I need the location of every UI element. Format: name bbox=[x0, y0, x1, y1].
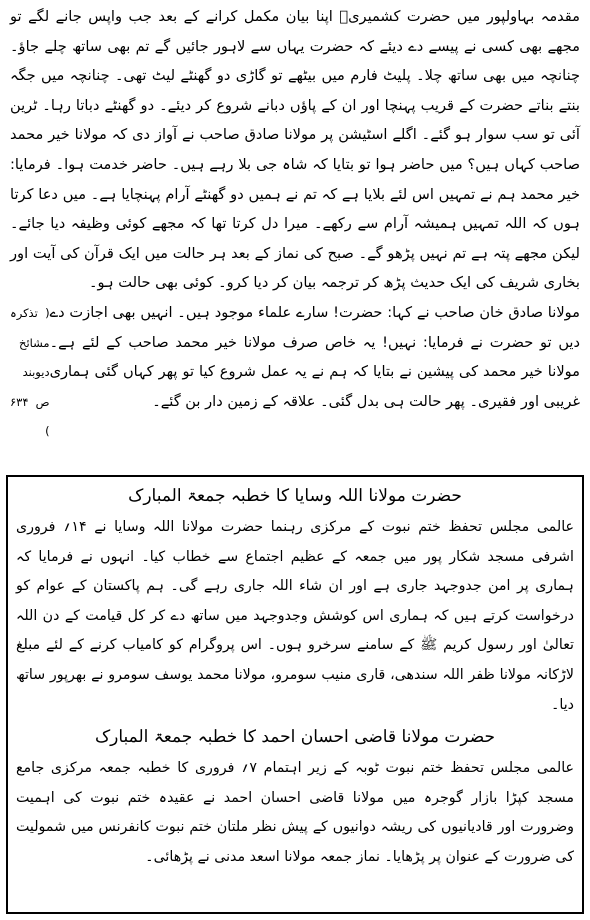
narrative-paragraph-2-with-citation bbox=[10, 298, 580, 447]
narrative-paragraph-2: مولانا صادق خان صاحب نے کہا: حضرت! سارے علماء موجود ہیں۔ انہیں بھی اجازت دے دیں تو حضرت نے فرمایا: نہیں! یہ خاص صرف مولانا خیر محمد صاحب کے لئے ہے۔ مولانا خیر محمد کی پیشین نے بتایا کہ ہم نے یہ عمل شروع کیا تو پھر کہاں گئی ہماری غریبی اور فقیری۔ پھر حالت ہی بدل گئی۔ علاقہ کے زمین دار بن گئے۔ bbox=[49, 303, 580, 410]
news-heading-1: حضرت مولانا اللہ وسایا کا خطبہ جمعۃ المبارک bbox=[128, 486, 462, 506]
narrative-paragraph-1: مقدمہ بہاولپور میں حضرت کشمیریؒ اپنا بیان مکمل کرانے کے بعد جب واپس جانے لگے تو مجھے بھی کسی نے پیسے دے دیئے کہ حضرت یہاں سے لاہور جائیں گے تم بھی ساتھ چلے جاؤ۔ چنانچہ میں بھی ساتھ چلا۔ پلیٹ فارم میں بیٹھے تو گاڑی دو گھنٹے لیٹ تھی۔ چنانچہ میں جگہ بنتے بناتے حضرت کے قریب پہنچا اور ان کے پاؤں دبانے شروع کر دیئے۔ دو گھنٹے دباتا رہا۔ ٹرین آئی تو سب سوار ہو گئے۔ اگلے اسٹیشن پر مولانا صادق صاحب نے آواز دی کہ مولانا خیر محمد صاحب کہاں ہیں؟ میں حاضر ہوا تو بتایا کہ شاہ جی بلا رہے ہیں۔ حاضر خدمت ہوا۔ فرمایا: خیر محمد ہم نے تمہیں اس لئے بلایا ہے کہ تم نے ہمیں دو گھنٹے آرام پہنچایا ہے۔ میں دعا کرتا ہوں کہ اللہ تمہیں ہمیشہ آرام سے رکھے۔ میرا دل کرتا تھا کہ مجھے کوئی وظیفہ دیا جائے۔ لیکن مجھے پتہ ہے تم نہیں پڑھو گے۔ صبح کی نماز کے بعد ہر حالت میں ایک قرآن کی آیت اور بخاری شریف کی ایک حدیث پڑھ کر ترجمہ بیان کر دیا کرو۔ کوئی بھی حالت ہو۔ bbox=[10, 8, 580, 292]
narrative-section bbox=[10, 2, 580, 447]
source-citation: ( تذکرہ مشائخ دیوبند ص ۶۳۴ ) bbox=[10, 305, 50, 439]
news-heading-2: حضرت مولانا قاضی احسان احمد کا خطبہ جمعۃ المبارک bbox=[94, 727, 496, 748]
news-paragraph-1: عالمی مجلس تحفظ ختم نبوت کے مرکزی رہنما حضرت مولانا اللہ وسایا نے ۱۴؍ فروری اشرفی مسجد شکار پور میں جمعہ کے عظیم اجتماع سے خطاب کیا۔ انہوں نے فرمایا کہ ہماری پر امن جدوجہد جاری ہے اور ان شاء اللہ جاری رہے گی۔ ہم پاکستان کے عوام کو درخواست کرتے ہیں کہ ہماری اس کوشش وجدوجہد میں ساتھ دے کر کل قیامت کے دن اللہ تعالیٰ اور رسول کریم ﷺ کے سامنے سرخرو ہوں۔ اس پروگرام کو کامیاب کرنے کے لئے مبلغ لاڑکانہ مولانا ظفر اللہ سندھی، قاری منیب سومرو، مولانا محمد یوسف سومرو نے بھرپور ساتھ دیا۔ bbox=[16, 519, 574, 713]
news-box bbox=[6, 475, 584, 914]
news-paragraph-2: عالمی مجلس تحفظ ختم نبوت ٹوبہ کے زیر اہتمام ۷؍ فروری کا خطبہ جمعہ مرکزی جامع مسجد کپڑا بازار گوجرہ میں مولانا قاضی احسان احمد نے عقیدہ ختم نبوت کی اہمیت وضرورت اور قادیانیوں کی ریشہ دوانیوں کے پیش نظر ملتان ختم نبوت کانفرنس میں شمولیت کی ضرورت کے عنوان پر پڑھایا۔ نماز جمعہ مولانا اسعد مدنی نے پڑھائی۔ bbox=[16, 760, 574, 865]
